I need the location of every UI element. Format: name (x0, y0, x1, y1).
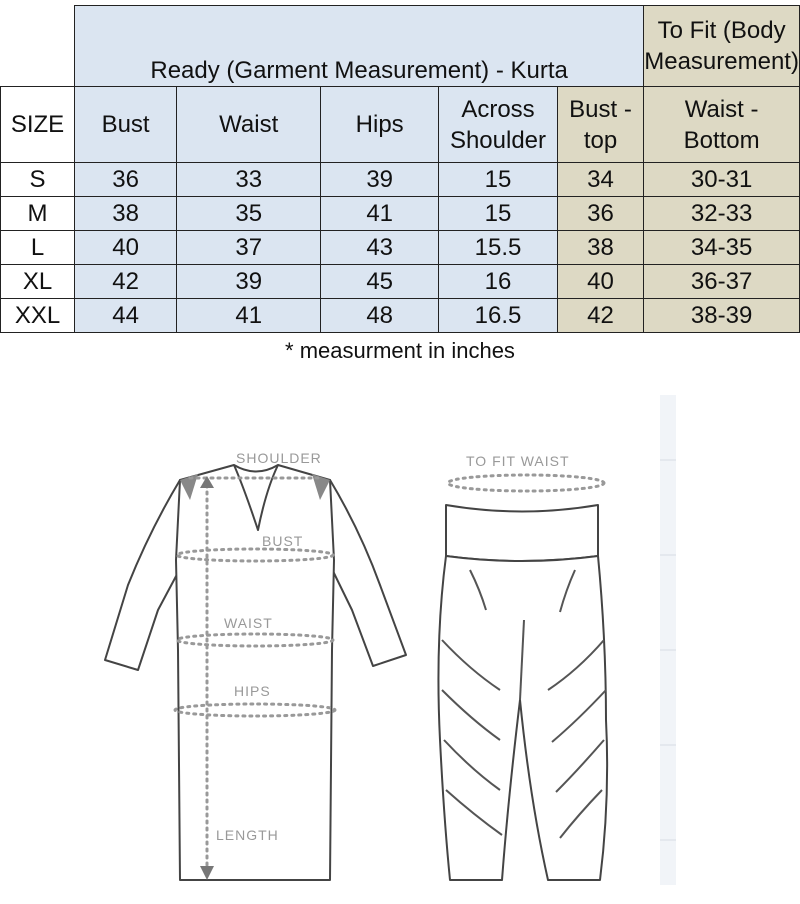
table-row (1, 197, 800, 231)
bust-label: BUST (262, 533, 304, 549)
ready-group-header: Ready (Garment Measurement) - Kurta (75, 6, 644, 87)
bust-cell: 42 (75, 265, 177, 299)
hips-label: HIPS (234, 683, 271, 699)
fit-group-header: To Fit (Body Measurement) (644, 6, 800, 87)
bust-top-cell: 34 (557, 163, 643, 197)
waist-bottom-cell: 30-31 (644, 163, 800, 197)
size-cell: M (1, 197, 75, 231)
hips-cell: 43 (321, 231, 439, 265)
to-fit-waist-label: TO FIT WAIST (466, 453, 570, 469)
waist-label: WAIST (224, 615, 273, 631)
hips-cell: 45 (321, 265, 439, 299)
bust-cell: 38 (75, 197, 177, 231)
waist-bottom-cell: 36-37 (644, 265, 800, 299)
bust-top-cell: 36 (557, 197, 643, 231)
bust-cell: 36 (75, 163, 177, 197)
waist-cell: 41 (177, 299, 321, 333)
shoulder-cell: 15 (439, 163, 558, 197)
waist-cell: 37 (177, 231, 321, 265)
hips-cell: 41 (321, 197, 439, 231)
col-header-bust: Bust (75, 87, 177, 163)
length-label: LENGTH (216, 827, 279, 843)
size-cell: S (1, 163, 75, 197)
to-fit-waist-line (448, 475, 604, 491)
waist-bottom-cell: 34-35 (644, 231, 800, 265)
table-row (1, 231, 800, 265)
col-header-waist-bottom: Waist - Bottom (644, 87, 800, 163)
size-cell: XXL (1, 299, 75, 333)
col-header-waist: Waist (177, 87, 321, 163)
shoulder-cell: 15.5 (439, 231, 558, 265)
bust-top-cell: 42 (557, 299, 643, 333)
hips-cell: 39 (321, 163, 439, 197)
ruler-strip (660, 395, 676, 885)
size-cell: L (1, 231, 75, 265)
waist-bottom-cell: 38-39 (644, 299, 800, 333)
size-cell: XL (1, 265, 75, 299)
bust-cell: 44 (75, 299, 177, 333)
col-header-across-shoulder: Across Shoulder (439, 87, 558, 163)
waist-cell: 33 (177, 163, 321, 197)
table-row (1, 265, 800, 299)
col-header-hips: Hips (321, 87, 439, 163)
waist-bottom-cell: 32-33 (644, 197, 800, 231)
shoulder-cell: 15 (439, 197, 558, 231)
pants-drawing (438, 505, 607, 880)
waist-cell: 39 (177, 265, 321, 299)
kurta-drawing (105, 465, 406, 880)
size-chart-table (0, 5, 800, 333)
corner-cell (1, 6, 75, 87)
bust-cell: 40 (75, 231, 177, 265)
shoulder-label: SHOULDER (236, 450, 322, 466)
bust-top-cell: 40 (557, 265, 643, 299)
bust-top-cell: 38 (557, 231, 643, 265)
waist-cell: 35 (177, 197, 321, 231)
col-header-bust-top: Bust - top (557, 87, 643, 163)
hips-cell: 48 (321, 299, 439, 333)
measurement-diagram (0, 380, 800, 900)
shoulder-cell: 16 (439, 265, 558, 299)
shoulder-cell: 16.5 (439, 299, 558, 333)
table-row (1, 299, 800, 333)
col-header-size: SIZE (1, 87, 75, 163)
measurement-note: * measurment in inches (285, 338, 515, 363)
table-row (1, 163, 800, 197)
